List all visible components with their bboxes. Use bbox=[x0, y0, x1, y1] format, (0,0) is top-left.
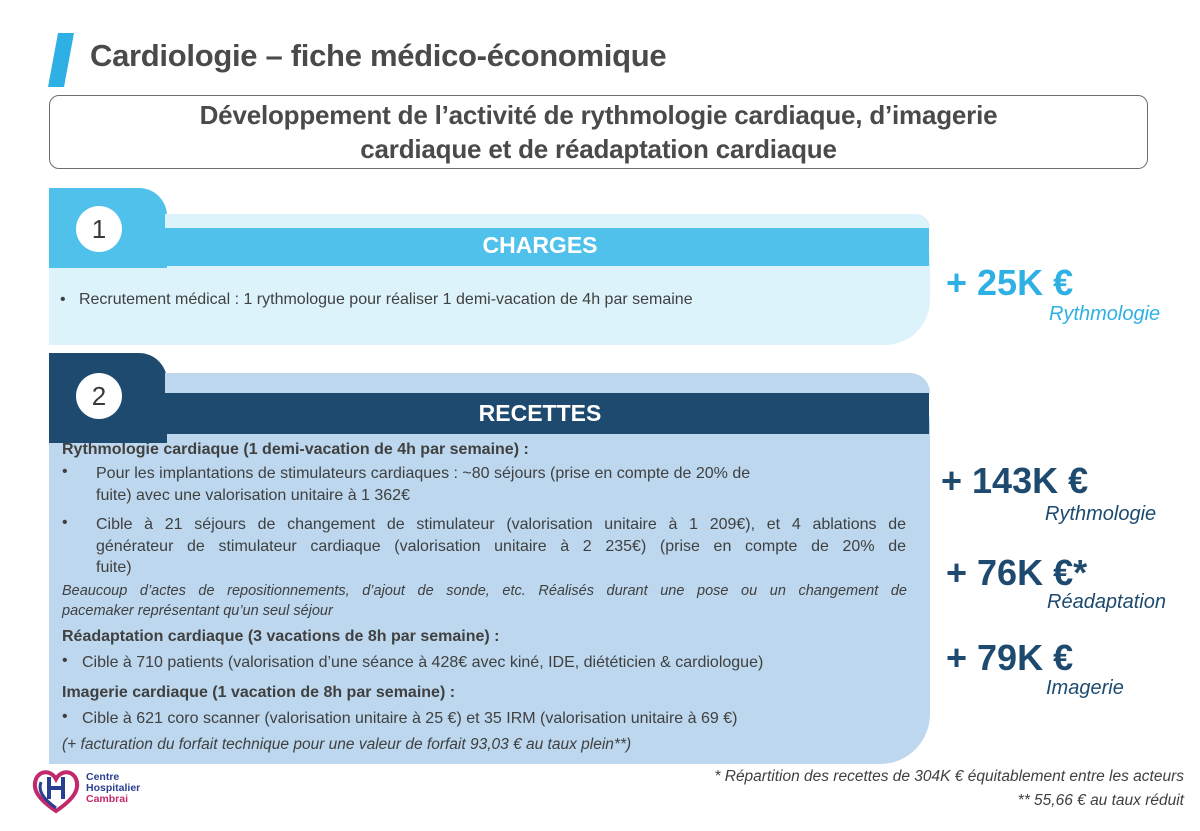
bullet: • bbox=[62, 463, 68, 480]
title-accent-slash-icon bbox=[48, 33, 74, 87]
rythmo-item2-line3: fuite) bbox=[96, 559, 132, 576]
recettes-panel-top bbox=[165, 373, 930, 393]
readapt-value-label: Réadaptation bbox=[1047, 591, 1166, 613]
rythmo-value-label: Rythmologie bbox=[1045, 503, 1157, 525]
charges-heading: CHARGES bbox=[482, 232, 598, 258]
rythmo-item1-line1: Pour les implantations de stimulateurs cardiaques : ~80 séjours (prise en compte de 20% de bbox=[96, 465, 751, 482]
subtitle-line-1: Développement de l’activité de rythmologie cardiaque, d’imagerie bbox=[199, 100, 998, 130]
bullet: • bbox=[62, 708, 68, 725]
footnote-2: ** 55,66 € au taux réduit bbox=[1017, 792, 1184, 809]
charges-list-item bbox=[60, 291, 693, 309]
hospital-heart-icon bbox=[30, 765, 82, 815]
imagerie-value-label: Imagerie bbox=[1046, 677, 1124, 699]
footnote-1: * Répartition des recettes de 304K € équitablement entre les acteurs bbox=[714, 768, 1184, 785]
rythmo-item1-line2: fuite) avec une valorisation unitaire à 1 362€ bbox=[96, 487, 410, 504]
logo-line-1: Centre bbox=[86, 771, 120, 783]
imagerie-item: Cible à 621 coro scanner (valorisation unitaire à 25 €) et 35 IRM (valorisation unitaire à 69 €) bbox=[82, 710, 738, 727]
rythmo-item2-line2: générateur de stimulateur cardiaque (valorisation unitaire à 2 235€) (prise en compte de 20% de bbox=[96, 538, 906, 555]
charges-value-label: Rythmologie bbox=[1049, 303, 1161, 325]
bullet: • bbox=[60, 291, 66, 308]
readapt-value: + 76K €* bbox=[946, 552, 1088, 593]
bullet: • bbox=[62, 514, 68, 531]
subtitle bbox=[200, 98, 998, 166]
rythmo-item2-line1: Cible à 21 séjours de changement de stimulateur (valorisation unitaire à 1 209€), et 4 ablations de bbox=[96, 516, 906, 533]
charges-number-badge: 1 bbox=[76, 206, 122, 252]
logo-line-3: Cambrai bbox=[86, 793, 129, 805]
charges-item-text: Recrutement médical : 1 rythmologue pour réaliser 1 demi-vacation de 4h par semaine bbox=[78, 291, 693, 308]
rythmo-note-line2: pacemaker représentant qu’un seul séjour bbox=[62, 603, 333, 619]
hospital-logo bbox=[30, 765, 150, 815]
rythmo-value: + 143K € bbox=[941, 460, 1089, 501]
recettes-number-badge: 2 bbox=[76, 373, 122, 419]
imagerie-note: (+ facturation du forfait technique pour une valeur de forfait 93,03 € au taux plein**) bbox=[62, 736, 632, 753]
charges-value: + 25K € bbox=[946, 262, 1074, 303]
bullet: • bbox=[62, 652, 68, 669]
imagerie-value: + 79K € bbox=[946, 637, 1074, 678]
imagerie-title: Imagerie cardiaque (1 vacation de 8h par semaine) : bbox=[62, 684, 456, 701]
rythmo-note-line1: Beaucoup d’actes de repositionnements, d’ajout de sonde, etc. Réalisés durant une pose ou un changement de bbox=[62, 583, 907, 599]
rythmo-title: Rythmologie cardiaque (1 demi-vacation de 4h par semaine) : bbox=[62, 441, 529, 458]
subtitle-box bbox=[49, 95, 1148, 169]
charges-panel-top bbox=[165, 214, 930, 228]
subtitle-line-2: cardiaque et de réadaptation cardiaque bbox=[360, 134, 837, 164]
readapt-item: Cible à 710 patients (valorisation d’une séance à 428€ avec kiné, IDE, diététicien & cardiologue) bbox=[82, 654, 764, 671]
logo-line-2: Hospitalier bbox=[86, 782, 141, 794]
recettes-heading: RECETTES bbox=[478, 400, 602, 426]
page-title: Cardiologie – fiche médico-économique bbox=[90, 38, 667, 73]
readapt-title: Réadaptation cardiaque (3 vacations de 8h par semaine) : bbox=[62, 628, 500, 645]
